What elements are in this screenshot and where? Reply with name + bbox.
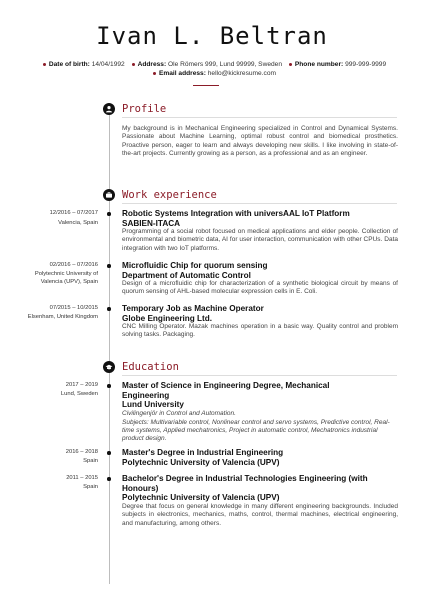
entry-location: Spain	[83, 458, 98, 464]
header-divider	[193, 85, 219, 86]
entry-subjects: Subjects: Multivariable control, Nonlinear control and servo systems, Predictive control, Real-time systems, Applied mechatronics, Project in automatic control, Mechatronics industrial product design.	[122, 418, 390, 443]
bullet-icon	[289, 63, 292, 66]
contact-line-2	[0, 70, 424, 77]
entry-date: 2017 – 2019	[65, 382, 98, 388]
entry-location: Lund, Sweden	[60, 391, 98, 397]
bullet-icon	[132, 63, 135, 66]
entry-school: Polytechnic University of Valencia (UPV)	[122, 493, 280, 503]
entry-description: CNC Milling Operator. Mazak machines operation in a basic way. Quality control and problem solving tasks. Packaging.	[122, 323, 398, 339]
section-title-education: Education	[122, 361, 179, 373]
profile-text: My background is in Mechanical Engineering specialized in Control and Dynamical Systems. Passionate about Machine Learning, optimal robust control and biomedical prosthetics. Proactive person, eager to learn and always developing new skills. I like involving in state-of-the-art projects. Currently growing as a person, as a professional and as an engineer.	[122, 125, 398, 158]
entry-date: 07/2015 – 10/2015	[49, 305, 98, 311]
entry-school: Lund University	[122, 400, 184, 410]
section-title-profile: Profile	[122, 103, 167, 115]
timeline-dot	[107, 451, 111, 455]
phone-value: 999-999-9999	[345, 61, 387, 68]
timeline-line	[109, 112, 110, 584]
section-title-work: Work experience	[122, 189, 217, 201]
entry-location: Polytechnic University of Valencia (UPV), Spain	[34, 271, 98, 285]
entry-date: 02/2016 – 07/2016	[49, 262, 98, 268]
entry-description: Degree that focus on general knowledge in many different engineering backgrounds. Included subjects in electronics, mechanics, maths, control, thermal machines, electrical engineering, and manufacturing, among others.	[122, 503, 398, 527]
timeline-dot	[107, 477, 111, 481]
entry-description: Design of a microfluidic chip for characterization of a synthetic biological circuit by means of quorum sensing of AHL-based molecular expression cells in E. Coli.	[122, 280, 398, 296]
timeline-dot	[107, 264, 111, 268]
contact-line-1	[0, 61, 424, 68]
entry-date: 2011 – 2015	[66, 475, 98, 481]
section-divider	[122, 375, 397, 376]
briefcase-icon	[103, 189, 115, 201]
address-label: Address:	[137, 61, 167, 68]
entry-title: Temporary Job as Machine Operator	[122, 304, 264, 313]
entry-date: 12/2016 – 07/2017	[49, 210, 98, 216]
entry-title: Bachelor's Degree in Industrial Technologies Engineering (with Honours)	[122, 474, 368, 493]
dob-value: 14/04/1992	[91, 61, 125, 68]
entry-location: Elsenham, United Kingdom	[27, 314, 98, 320]
candidate-name: Ivan L. Beltran	[96, 22, 328, 50]
entry-title: Microfluidic Chip for quorum sensing	[122, 261, 268, 270]
entry-description: Programming of a social robot focused on medical applications and elder people. Collection of environmental and biometric data, AI for user interaction, communication with other CPUs. Data integration with two IoT platforms.	[122, 228, 398, 252]
email-link[interactable]: hello@kickresume.com	[207, 70, 277, 77]
entry-description: Civilingenjör in Control and Automation.	[122, 410, 236, 417]
entry-title: Master's Degree in Industrial Engineering	[122, 448, 284, 457]
user-icon	[103, 103, 115, 115]
timeline-dot	[107, 212, 111, 216]
section-divider	[122, 117, 397, 118]
graduation-cap-icon	[103, 361, 115, 373]
phone-label: Phone number:	[294, 61, 344, 68]
entry-title: Robotic Systems Integration with universAAL IoT Platform	[122, 209, 350, 218]
entry-title: Master of Science in Engineering Degree, Mechanical Engineering	[122, 381, 330, 400]
entry-date: 2016 – 2018	[65, 449, 98, 455]
timeline-dot	[107, 384, 111, 388]
bullet-icon	[43, 63, 46, 66]
timeline-dot	[107, 307, 111, 311]
email-label: Email address:	[158, 70, 206, 77]
entry-company: Globe Engineering Ltd.	[122, 313, 213, 323]
entry-school: Polytechnic University of Valencia (UPV)	[122, 457, 280, 467]
entry-location: Spain	[83, 484, 98, 490]
bullet-icon	[153, 72, 156, 75]
entry-company: Department of Automatic Control	[122, 270, 251, 280]
address-value: Ole Römers 999, Lund 99999, Sweden	[168, 61, 283, 68]
dob-label: Date of birth:	[48, 61, 90, 68]
section-divider	[122, 203, 397, 204]
entry-company: SABIEN-ITACA	[122, 218, 181, 228]
entry-location: Valencia, Spain	[58, 220, 98, 226]
